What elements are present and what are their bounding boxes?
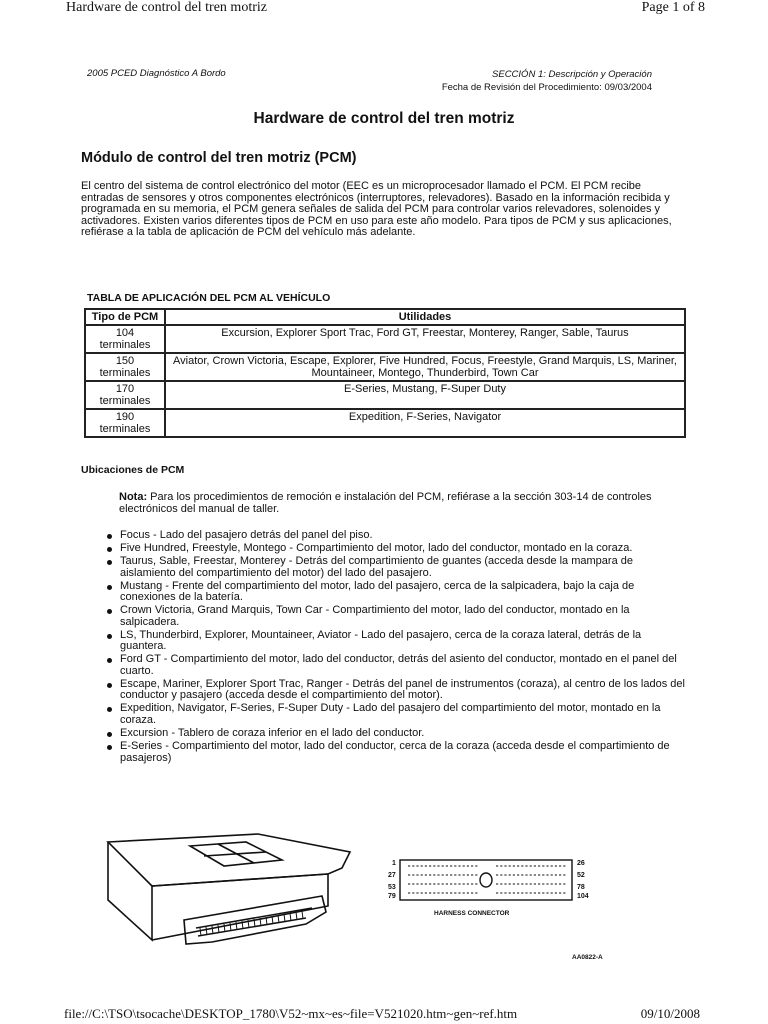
list-item: Five Hundred, Freestyle, Montego - Compartimiento del motor, lado del conductor, montado en la coraza.: [107, 543, 687, 555]
table-cell-tipo: 104 terminales: [85, 325, 165, 353]
footer-file-path: file://C:\TSO\tsocache\DESKTOP_1780\V52~mx~es~file=V521020.htm~gen~ref.htm: [64, 1006, 518, 1021]
note-paragraph: [119, 491, 685, 515]
browser-print-header: [0, 0, 768, 20]
pin-label: 104: [577, 893, 589, 900]
list-item: Ford GT - Compartimiento del motor, lado del conductor, detrás del asiento del conductor, montado en el panel del cuarto.: [107, 654, 687, 677]
table-title: TABLA DE APLICACIÓN DEL PCM AL VEHÍCULO: [87, 292, 331, 304]
locations-title: Ubicaciones de PCM: [81, 464, 185, 476]
table-header-row: [85, 309, 685, 325]
table-row: [85, 381, 685, 409]
list-item: LS, Thunderbird, Explorer, Mountaineer, Aviator - Lado del pasajero, cerca de la coraza lateral, detrás de la guantera.: [107, 630, 687, 653]
list-item: Focus - Lado del pasajero detrás del panel del piso.: [107, 530, 687, 542]
pcm-module-drawing: [108, 834, 350, 944]
column-header-utilidades: Utilidades: [165, 309, 685, 325]
pin-label: 27: [388, 872, 396, 879]
pin-label: 79: [388, 893, 396, 900]
intro-paragraph: El centro del sistema de control electrónico del motor (EEC es un microprocesador llamado el PCM. El PCM recibe entradas de sensores y otros componentes electrónicos (interruptores, relevadores). Basado en la información recibida y programada en su memoria, el PCM genera señales de salida del PCM para controlar varios relevadores, solenoides y activadores. Existen varios diferentes tipos de PCM en uso para este año modelo. Para tipos de PCM y sus aplicaciones, refiérase a la tabla de aplicación de PCM del vehículo más adelante.: [81, 180, 672, 238]
pcm-application-table: [84, 308, 686, 438]
table-row: [85, 353, 685, 381]
table-cell-utilidades: Aviator, Crown Victoria, Escape, Explorer, Five Hundred, Focus, Freestyle, Grand Marquis, LS, Mariner, Mountaineer, Montego, Thunderbird, Town Car: [165, 353, 685, 381]
table-cell-tipo: 190 terminales: [85, 409, 165, 437]
pcm-locations-list: [107, 530, 687, 766]
browser-page-title: Hardware de control del tren motriz: [66, 0, 267, 15]
doc-revision-date: Fecha de Revisión del Procedimiento: 09/03/2004: [441, 82, 652, 93]
table-cell-utilidades: E-Series, Mustang, F-Super Duty: [165, 381, 685, 409]
pin-label: 52: [577, 872, 585, 879]
pin-label: 1: [392, 860, 396, 867]
pin-label: 53: [388, 884, 396, 891]
list-item: Expedition, Navigator, F-Series, F-Super Duty - Lado del pasajero del compartimiento del motor, montado en la coraza.: [107, 703, 687, 726]
section-subtitle: Módulo de control del tren motriz (PCM): [81, 150, 357, 166]
table-cell-utilidades: Excursion, Explorer Sport Trac, Ford GT, Freestar, Monterey, Ranger, Sable, Taurus: [165, 325, 685, 353]
column-header-tipo: Tipo de PCM: [85, 309, 165, 325]
note-text: Para los procedimientos de remoción e instalación del PCM, refiérase a la sección 303-14 de controles electrónicos del manual de taller.: [119, 491, 652, 515]
pin-label: 78: [577, 884, 585, 891]
table-cell-utilidades: Expedition, F-Series, Navigator: [165, 409, 685, 437]
footer-date: 09/10/2008: [640, 1006, 700, 1021]
list-item: Mustang - Frente del compartimiento del motor, lado del pasajero, cerca de la salpicadera, bajo la caja de conexiones de la batería.: [107, 581, 687, 604]
note-label: Nota:: [119, 491, 148, 503]
list-item: Crown Victoria, Grand Marquis, Town Car - Compartimiento del motor, lado del conductor, montado en la salpicadera.: [107, 605, 687, 628]
list-item: Excursion - Tablero de coraza inferior en el lado del conductor.: [107, 728, 687, 740]
pin-label: 26: [577, 860, 585, 867]
doc-section: SECCIÓN 1: Descripción y Operación: [492, 69, 652, 80]
table-cell-tipo: 150 terminales: [85, 353, 165, 381]
table-cell-tipo: 170 terminales: [85, 381, 165, 409]
harness-connector-drawing: [400, 860, 572, 900]
list-item: Escape, Mariner, Explorer Sport Trac, Ranger - Detrás del panel de instrumentos (coraza), al centro de los lados del conductor y pasajero (acceda desde el compartimiento del motor).: [107, 679, 687, 702]
page-title: Hardware de control del tren motriz: [253, 110, 515, 127]
table-row: [85, 409, 685, 437]
doc-header-right: [442, 68, 652, 94]
pcm-illustration: [100, 828, 630, 968]
list-item: E-Series - Compartimiento del motor, lado del conductor, cerca de la coraza (acceda desde el compartimiento de pasajeros): [107, 741, 687, 764]
table-row: [85, 325, 685, 353]
browser-page-number: Page 1 of 8: [641, 0, 705, 15]
figure-code: AA0822-A: [572, 954, 603, 961]
list-item: Taurus, Sable, Freestar, Monterey - Detrás del compartimiento de guantes (acceda desde la mampara de aislamiento del compartimiento del motor) del lado del pasajero.: [107, 556, 687, 579]
doc-header-left: 2005 PCED Diagnóstico A Bordo: [87, 68, 226, 79]
harness-connector-label: HARNESS CONNECTOR: [434, 910, 510, 917]
